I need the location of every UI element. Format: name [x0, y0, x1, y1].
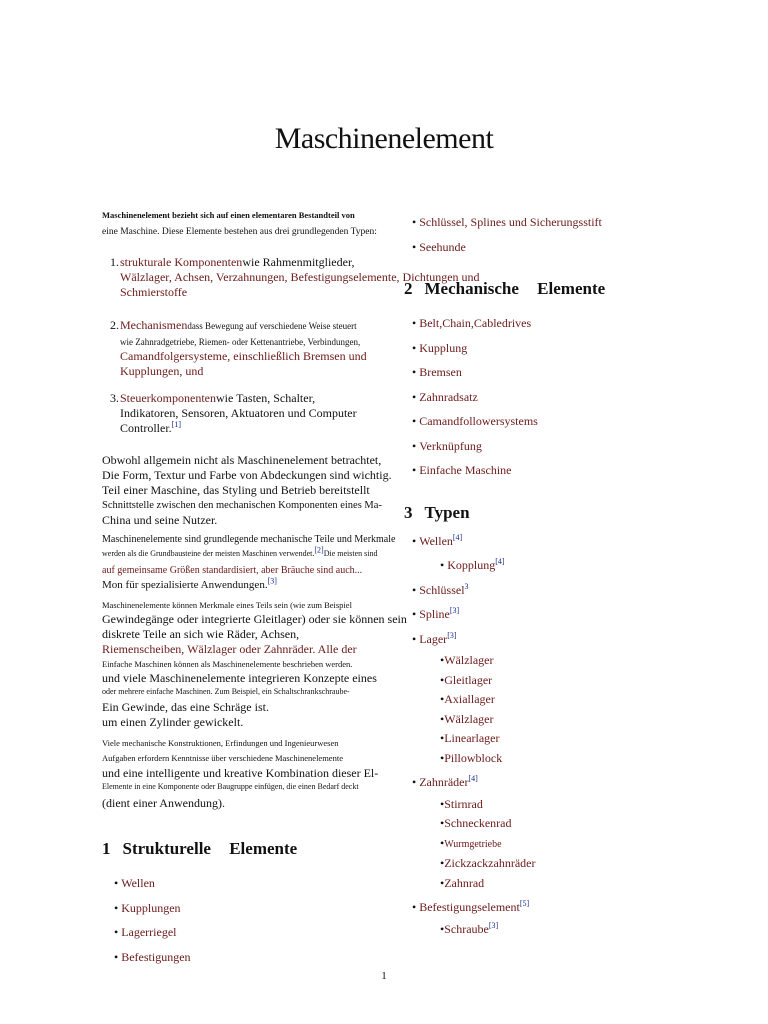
link-strukturelle-teile[interactable]: Wälzlager, Achsen, Verzahnungen, Befestigungselemente, Dichtungen und [120, 270, 480, 284]
numbered-item-2: 2. Mechanismendass Bewegung auf verschiedene Weise steuert wie Zahnradgetriebe, Riemen- oder Kettenantriebe, Verbindungen, Camandfolgersysteme, einschließlich Bremsen und Kupplungen, und [110, 318, 367, 378]
intro-line: eine Maschine. Diese Elemente bestehen aus drei grundlegenden Typen: [102, 227, 377, 237]
page-title: Maschinenelement [274, 122, 494, 155]
ref-2[interactable]: [2] [314, 545, 324, 555]
list-item: • Verknüpfung [412, 438, 482, 453]
list-item: • Schlüssel, Splines und Sicherungsstift [412, 215, 602, 229]
numbered-item-1: 1. strukturale Komponentenwie Rahmenmitglieder, Wälzlager, Achsen, Verzahnungen, Befestigungselemente, Dichtungen und Schmierstoffe [110, 255, 480, 299]
ref-1[interactable]: [1] [171, 420, 181, 429]
list-item: •Gleitlager [440, 672, 493, 687]
link-mechanismen[interactable]: Mechanismen [120, 318, 188, 332]
list-item: • Kupplungen [114, 900, 181, 915]
link-camandfolgersysteme[interactable]: Camandfolgersysteme, einschließlich Bremsen und [120, 349, 367, 363]
list-item: •Linearlager [440, 731, 500, 745]
link-riemenscheiben[interactable]: Riemenscheiben, Wälzlager oder Zahnräder. Alle der [102, 642, 357, 656]
list-item: • Spline[3] [412, 606, 460, 621]
list-item: • Einfache Maschine [412, 463, 512, 477]
link-strukturale-komponenten[interactable]: strukturale Komponenten [120, 255, 243, 269]
list-item: • Befestigungselement[5] [412, 899, 530, 914]
section-2-heading: 2 Mechanische Elemente [404, 279, 606, 298]
list-item: •Zahnrad [440, 875, 485, 890]
page-number: 1 [381, 970, 387, 982]
list-item: • Wellen [114, 876, 155, 890]
paragraph-2: Maschinenelemente sind grundlegende mechanische Teile und Merkmale werden als die Grundbausteine der meisten Maschinen verwendet.[2]Die meisten sind auf gemeinsame Größen standardisiert, aber Bräuche sind auch... Mon für spezialisierte Anwendungen.[3] [102, 534, 396, 591]
section-3-heading: 3 Typen [404, 502, 470, 522]
paragraph-4: Viele mechanische Konstruktionen, Erfindungen und Ingenieurwesen Aufgaben erfordern Kenntnisse über verschiedene Maschinenelemente und eine intelligente und kreative Kombination dieser El- Elemente in eine Komponente oder Baugruppe einfügen, die einen Bedarf deckt (dient einer Anwendung). [102, 738, 379, 810]
section-1-heading: 1 Strukturelle Elemente [102, 839, 298, 858]
list-item: •Zickzackzahnräder [440, 856, 536, 870]
numbered-item-3: 3. Steuerkomponentenwie Tasten, Schalter, Indikatoren, Sensoren, Aktuatoren und Computer Controller.[1] [110, 391, 357, 435]
list-item: •Wälzlager [440, 653, 494, 667]
list-item: • Lager[3] [412, 630, 457, 646]
section-2-list [404, 311, 734, 483]
list-item: •Schraube[3] [440, 920, 499, 936]
list-item: • Schlüssel$^3$ [412, 581, 469, 597]
list-item: • Bremsen [412, 365, 462, 379]
right-column [404, 208, 734, 939]
link-kupplungen[interactable]: Kupplungen, und [120, 364, 204, 378]
list-item: • Kopplung[4] [440, 557, 505, 572]
ref-3[interactable]: [3] [267, 576, 277, 586]
list-item: • Zahnräder[4] [412, 774, 478, 789]
list-item: • Lagerriegel [114, 925, 177, 939]
lager-sublist [412, 651, 734, 768]
section-1-list [102, 871, 408, 969]
befestigung-sublist [412, 920, 734, 940]
list-item: • Befestigungen [114, 949, 191, 964]
list-item: •Pillowblock [440, 750, 503, 765]
list-item: • Camandfollowersystems [412, 414, 538, 428]
paragraph-1: Obwohl allgemein nicht als Maschinenelement betrachtet, Die Form, Textur und Farbe von Abdeckungen sind wichtig. Teil einer Maschine, das Styling und Betrieb bereitstellt Schnittstelle zwischen den mechanischen Komponenten eines Ma- China und seine Nutzer. [102, 453, 392, 527]
paragraph-3: Maschinenelemente können Merkmale eines Teils sein (wie zum Beispiel Gewindegänge oder integrierte Gleitlager) oder sie können sein diskrete Teile an sich wie Räder, Achsen, Riemenscheiben, Wälzlager oder Zahnräder. Alle der Einfache Maschinen können als Maschinenelemente beschrieben werden. und viele Maschinenelemente integrieren Konzepte eines oder mehrere einfache Maschinen. Zum Beispiel, ein Schaltschrankschraube- Ein Gewinde, das eine Schräge ist. um einen Zylinder gewickelt. [102, 600, 407, 729]
zahnraeder-sublist [412, 795, 734, 894]
list-item: • Kupplung [412, 340, 468, 355]
list-item: •Axiallager [440, 692, 495, 706]
list-item: •Schneckenrad [440, 816, 512, 830]
right-top-list [404, 210, 734, 259]
section-3-list [404, 529, 734, 940]
list-item: •Wälzlager [440, 711, 494, 726]
link-steuerkomponenten[interactable]: Steuerkomponenten [120, 391, 216, 405]
intro-bold-line: Maschinenelement bezieht sich auf einen elementaren Bestandteil von [102, 210, 355, 220]
list-item: • Zahnradsatz [412, 389, 478, 404]
list-item: •Wurmgetriebe [440, 835, 502, 850]
list-item: • Belt,Chain,Cabledrives [412, 316, 532, 330]
list-item: • Wellen[4] [412, 532, 463, 548]
link-schmierstoffe[interactable]: Schmierstoffe [120, 285, 188, 299]
list-item: •Stirnrad [440, 796, 483, 811]
list-item: • Seehunde [412, 239, 466, 254]
